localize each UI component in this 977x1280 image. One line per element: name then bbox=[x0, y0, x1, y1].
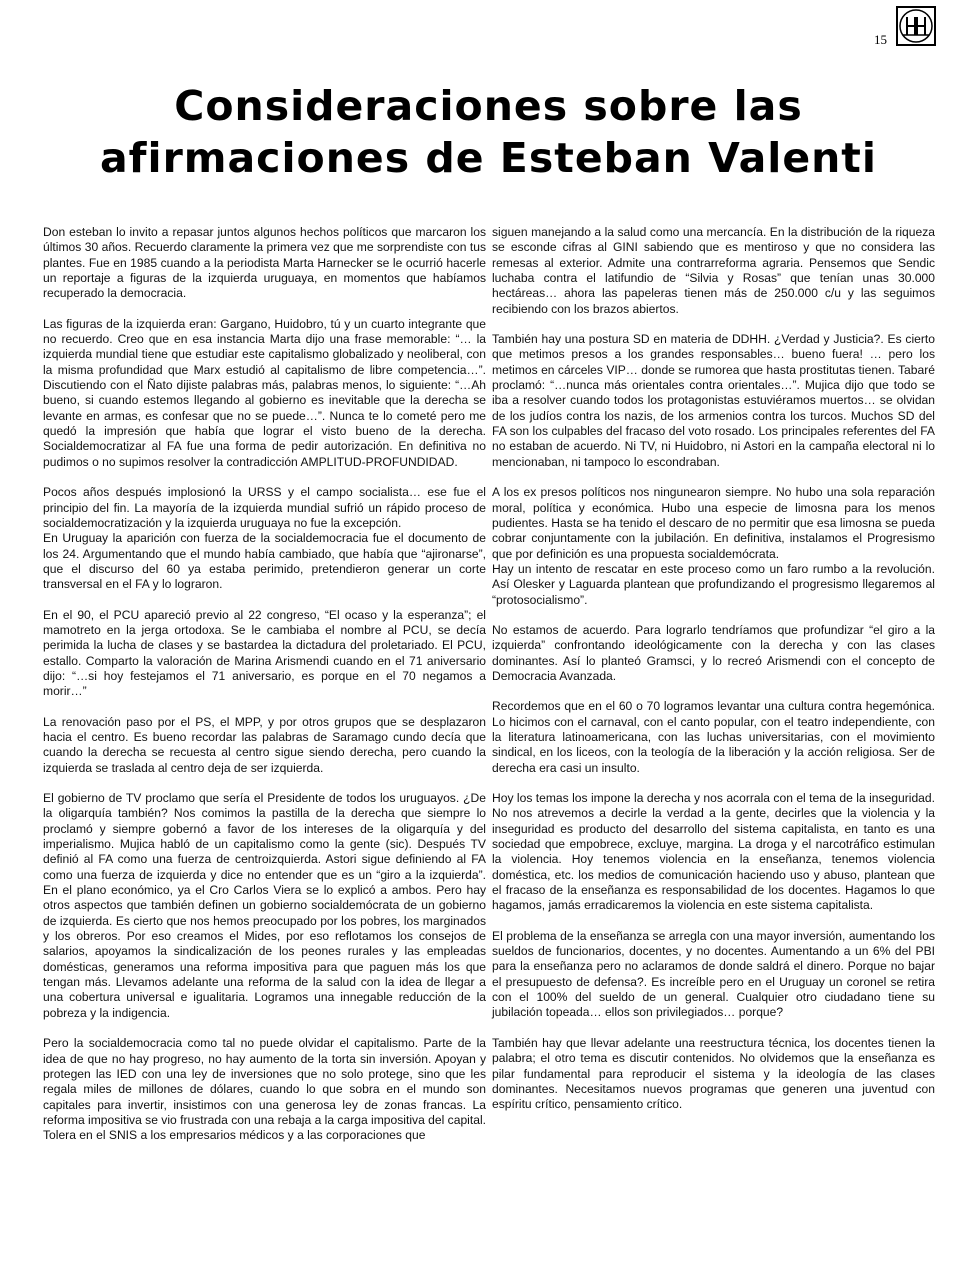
paragraph: Pocos años después implosionó la URSS y el campo socialista… ese fue el principio del fin. La mayoría de la izquierda mundial sufrió un rápido proceso de socialdemocratización y la izquierda uruguaya no fue la excepción. bbox=[43, 485, 486, 530]
paragraph: siguen manejando a la salud como una mercancía. En la distribución de la riqueza se esconde cifras al GINI sabiendo que es mentiroso y que no considera las remesas al exterior. Admite una contrarreforma agraria. Pensemos que Sendic luchaba contra el latifundio de “Silvia y Rosas” que tenían unas 30.000 hectáreas… ahora las papeleras tienen más de 250.000 c/u y las seguimos recibiendo con los brazos abiertos. bbox=[492, 225, 935, 316]
paragraph: En el 90, el PCU apareció previo al 22 congreso, “El ocaso y la esperanza”; el mamotreto en la jerga ortodoxa. Se le cambiaba el nombre al PCU, se decía perimida la lucha de clases y se bastardea la dictadura del proletariado. El PCU, estallo. Comparto la valoración de Marina Arismendi cuando en el 71 aniversario dijo: “…si hoy festejamos el 71 aniversario, es porque en el 70 negamos a morir…” bbox=[43, 607, 486, 699]
right-column bbox=[492, 225, 935, 1128]
paragraph: Pero la socialdemocracia como tal no puede olvidar el capitalismo. Parte de la idea de que no hay progreso, no hay aumento de la torta sin inversión. Apoyan y protegen las IED con una ley de inversiones que no solo protege, sino que les regala miles de millones de dólares, cuando lo que sobra en el mundo son capitales para invertir, insistimos con una generosa ley de zonas francas. La reforma impositiva se vio frustrada con una rebaja a la carga impositiva del capital. Tolera en el SNIS a los empresarios médicos y a las corporaciones que bbox=[43, 1036, 486, 1143]
left-column bbox=[43, 225, 486, 1159]
hh-logo-icon bbox=[896, 6, 936, 46]
paragraph: Hay un intento de rescatar en este proceso como un faro rumbo a la revolución. Así Olesker y Laguarda plantean que profundizando el progresismo llegaremos al “protosocialismo”. bbox=[492, 561, 935, 607]
article-title-line-2: afirmaciones de Esteban Valenti bbox=[100, 134, 877, 182]
page-number: 15 bbox=[874, 32, 887, 47]
paragraph: Don esteban lo invito a repasar juntos algunos hechos políticos que marcaron los últimos 30 años. Recuerdo claramente la primera vez que me sorprendiste con tus plantes. Fue en 1985 cuando a la periodista Marta Harnecker se le ocurrió hacerle un reportaje a figuras de la izquierda uruguaya, en momentos que habíamos recuperado la democracia. bbox=[43, 225, 486, 301]
article-title-line-1: Consideraciones sobre las bbox=[174, 82, 803, 130]
paragraph: No estamos de acuerdo. Para lograrlo tendríamos que profundizar “el giro a la izquierda” confrontando ideológicamente con la derecha y con las clases dominantes. Así lo planteó Gramsci, y lo recreó Arismendi con el concepto de Democracia Avanzada. bbox=[492, 622, 935, 683]
paragraph: Las figuras de la izquierda eran: Gargano, Huidobro, tú y un cuarto integrante que no recuerdo. Creo que en esa instancia Marta dijo una frase memorable: “… la izquierda mundial tiene que estudiar este capitalismo globalizado y neoliberal, con la misma profundidad que Marx estudió al capitalismo de libre competencia…”. Discutiendo con el Ñato dijiste palabras más, palabras menos, lo siguiente: “…Ah bueno, si cuando estemos llegando al gobierno es inevitable que la derecha se levante en armas, es confesar que no se puede…”. Nunca te lo cometé pero me quedó la impresión que había que lograr el visto bueno de la derecha. Socialdemocratizar al FA fue una forma de pedir autorización. En definitiva no pudimos o no supimos resolver la contradicción AMPLITUD-PROFUNDIDAD. bbox=[43, 316, 486, 469]
paragraph: Hoy los temas los impone la derecha y nos acorrala con el tema de la inseguridad. No nos atrevemos a decirle la verdad a la gente, decirles que la violencia y la inseguridad es producto del desarrollo del sistema capitalista, en tanto es una sociedad que empobrece, excluye, margina. La droga y el narcotráfico estimulan la violencia. Hoy tenemos violencia en la enseñanza, tenemos violencia doméstica, etc. los medios de comunicación haciendo uso y abuso, plantean que el fracaso de la enseñanza es responsabilidad de los docentes. Hagamos lo que hagamos, jamás erradicaremos la violencia en este sistema capitalista. bbox=[492, 791, 935, 913]
paragraph: A los ex presos políticos nos ningunearon siempre. No hubo una sola reparación moral, política y económica. Hubo una especie de limosna para los menos pudientes. Hasta se ha tenido el descaro de no permitir que esa limosna se pueda cobrar conjuntamente con la jubilación. En definitiva, instalamos el Progresismo que por definición es una propuesta socialdemócrata. bbox=[492, 485, 935, 561]
paragraph: También hay una postura SD en materia de DDHH. ¿Verdad y Justicia?. Es cierto que metimos presos a los grandes responsables… bueno fuera! … pero los metimos en cárceles VIP… donde se rumorea que hasta prostitutas tienen. Tabaré proclamó: “…nunca más orientales contra orientales…”. Mujica dijo que todo se iba a resolver cuando todos los protagonistas estuviéramos muertos… se olvidan de los judíos contra los nazis, de los armenios contra los turcos. Muchos SD del FA son los culpables del fracaso del voto rosado. Los principales referentes del FA no estaban de acuerdo. Ni TV, ni Huidobro, ni Astori en la campaña electoral ni lo mencionaban, ni tampoco lo escondraban. bbox=[492, 332, 935, 469]
article-title bbox=[40, 80, 937, 184]
paragraph: El problema de la enseñanza se arregla con una mayor inversión, aumentando los sueldos de funcionarios, docentes, y no docentes. Aumentando a un 6% del PBI para la enseñanza pero no aclaramos de donde saldrá el dinero. Porque no bajar el presupuesto de defensa?. Es increíble pero en el Uruguay un coronel se retira con el 100% del sueldo de un general. Cualquier otro ciudadano tiene su jubilación topeada… ellos son privilegiados… porque? bbox=[492, 928, 935, 1020]
paragraph: Recordemos que en el 60 o 70 logramos levantar una cultura contra hegemónica. Lo hicimos con el carnaval, con el canto popular, con el teatro independiente, con la literatura latinoamericana, con las luchas universitarias, con el movimiento sindical, en los liceos, con la teología de la liberación y la acción religiosa. Ser de derecha era casi un insulto. bbox=[492, 699, 935, 775]
paragraph: También hay que llevar adelante una reestructura técnica, los docentes tienen la palabra; el otro tema es discutir contenidos. No olvidemos que la enseñanza es pilar fundamental para reproducir el sistema y la ideología de las clases dominantes. Necesitamos nuevos programas que generen una juventud con espíritu crítico, pensamiento crítico. bbox=[492, 1035, 935, 1112]
paragraph: En Uruguay la aparición con fuerza de la socialdemocracia fue el documento de los 24. Argumentando que el mundo había cambiado, que había que “ajironarse”, que el discurso del 60 ya estaba perimido, pretendieron generar un corte transversal en el FA y lo lograron. bbox=[43, 531, 486, 592]
paragraph: La renovación paso por el PS, el MPP, y por otros grupos que se desplazaron hacia el centro. Es bueno recordar las palabras de Saramago cundo decía que cuando la derecha se recuesta al centro sigue siendo derecha, pero cuando la izquierda se traslada al centro deja de ser izquierda. bbox=[43, 714, 486, 775]
paragraph: El gobierno de TV proclamo que sería el Presidente de todos los uruguayos. ¿De la oligarquía también? Nos comimos la pastilla de la derecha que siempre lo proclamó y siempre gobernó a favor de los intereses de la oligarquía y del imperialismo. Mujica habló de un capitalismo como la gente (sic). Después TV definió al FA como una fuerza de centroizquierda. Astori sigue definiendo al FA como una fuerza de izquierda y dice no entender que es un “giro a la izquierda”. En el plano económico, ya el Cro Carlos Viera se lo explicó a ambos. Pero hay otros aspectos que también definen un gobierno socialdemócrata de un gobierno de izquierda. Es cierto que nos hemos preocupado por los pobres, los marginados y los obreros. Por eso creamos el Mides, por eso reflotamos los consejos de salarios, apoyamos la sindicalización de los peones rurales y las empleadas domésticas, generamos una reforma impositiva para que paguen más los que tengan más. Llevamos adelante una reforma de la salud con la idea de llegar a una cobertura universal e igualitaria. Logramos una innegable reducción de la pobreza y la indigencia. bbox=[43, 791, 486, 1020]
